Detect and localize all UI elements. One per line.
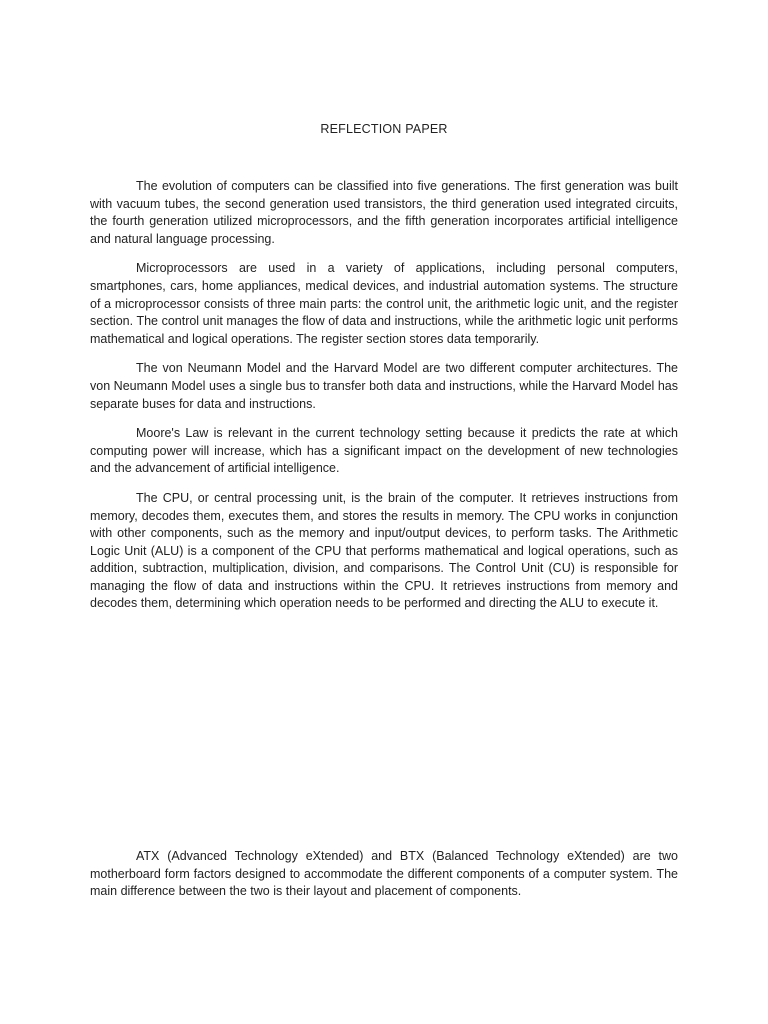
paragraph-form-factors: ATX (Advanced Technology eXtended) and BTX (Balanced Technology eXtended) are two motherboard form factors designed to accommodate the different components of a computer system. The main difference between the two is their layout and placement of components. xyxy=(90,849,678,899)
paragraph-moores-law: Moore's Law is relevant in the current technology setting because it predicts the rate at which computing power will increase, which has a significant impact on the development of new technologies and the advancement of artificial intelligence. xyxy=(90,426,678,476)
document-body xyxy=(90,178,678,625)
paragraph-microprocessors: Microprocessors are used in a variety of applications, including personal computers, smartphones, cars, home appliances, medical devices, and industrial automation systems. The structure of a microprocessor consists of three main parts: the control unit, the arithmetic logic unit, and the register section. The control unit manages the flow of data and instructions, while the arithmetic logic unit performs mathematical and logical operations. The register section stores data temporarily. xyxy=(90,261,678,346)
paragraph-computer-architectures: The von Neumann Model and the Harvard Model are two different computer architectures. The von Neumann Model uses a single bus to transfer both data and instructions, while the Harvard Model has separate buses for data and instructions. xyxy=(90,361,678,411)
page-title: REFLECTION PAPER xyxy=(320,122,448,136)
paragraph-computer-generations: The evolution of computers can be classified into five generations. The first generation was built with vacuum tubes, the second generation used transistors, the third generation used integrated circuits, the fourth generation utilized microprocessors, and the fifth generation incorporates artificial intelligence and natural language processing. xyxy=(90,179,678,246)
paragraph-cpu: The CPU, or central processing unit, is the brain of the computer. It retrieves instructions from memory, decodes them, executes them, and stores the results in memory. The CPU works in conjunction with other components, such as the memory and input/output devices, to perform tasks. The Arithmetic Logic Unit (ALU) is a component of the CPU that performs mathematical and logical operations, such as addition, subtraction, multiplication, division, and comparisons. The Control Unit (CU) is responsible for managing the flow of data and instructions within the CPU. It retrieves instructions from memory and decodes them, determining which operation needs to be performed and directing the ALU to execute it. xyxy=(90,490,678,611)
